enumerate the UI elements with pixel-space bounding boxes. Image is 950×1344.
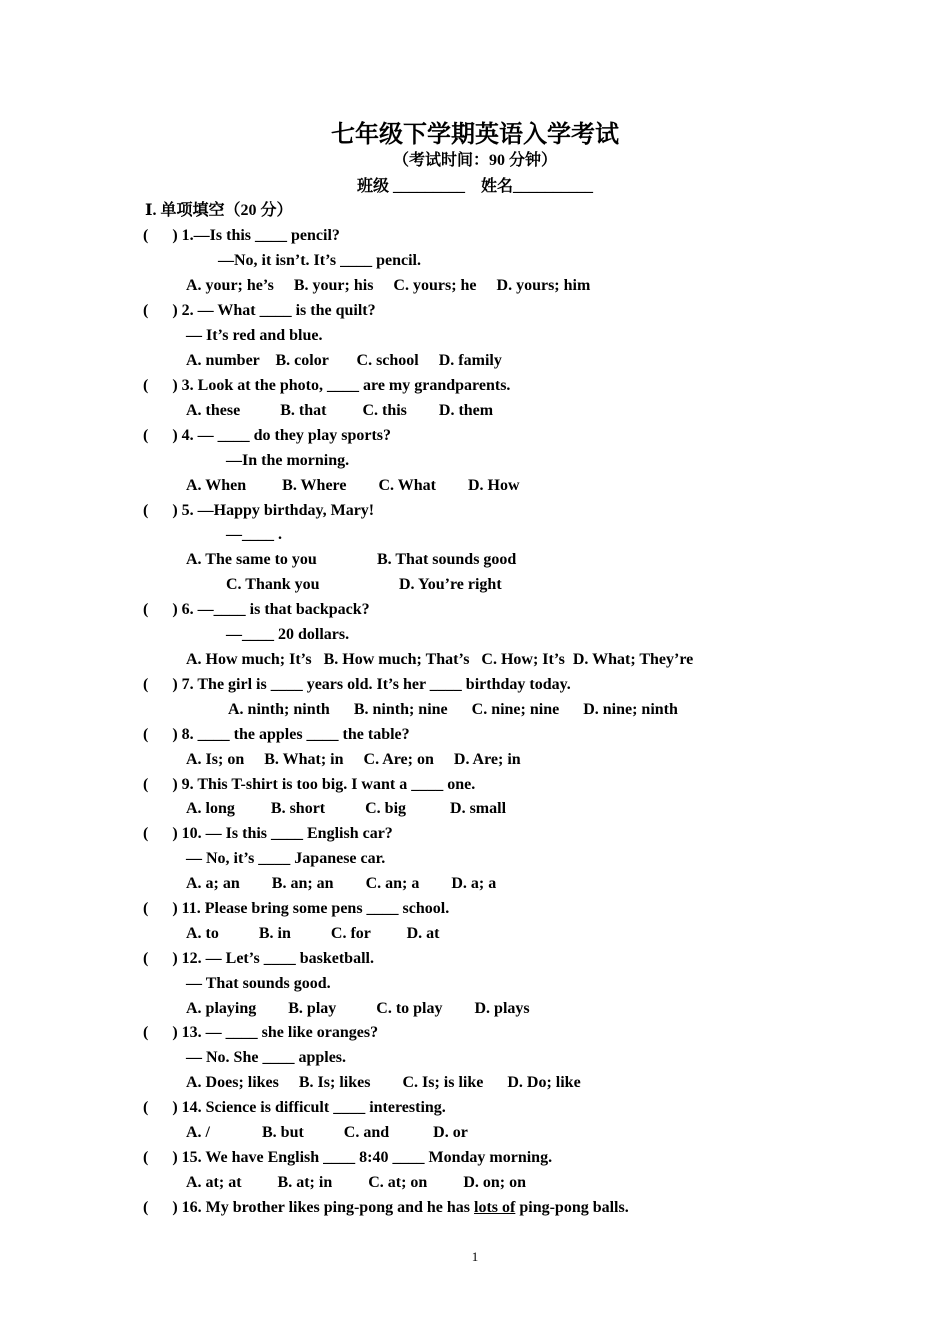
exam-duration: （考试时间：90 分钟） xyxy=(392,152,557,169)
question-4-stem: ( ) 4. — ____ do they play sports? xyxy=(143,427,392,444)
question-6-stem: ( ) 6. —____ is that backpack? xyxy=(143,601,370,618)
question-10-options: A. a; an B. an; an C. an; a D. a; a xyxy=(186,875,497,892)
page-title: 七年级下学期英语入学考试 xyxy=(331,122,619,148)
question-13-stem: ( ) 13. — ____ she like oranges? xyxy=(143,1024,379,1041)
question-10-line: — No, it’s ____ Japanese car. xyxy=(186,850,386,867)
question-12-options: A. playing B. play C. to play D. plays xyxy=(186,1000,530,1017)
question-8-options: A. Is; on B. What; in C. Are; on D. Are; in xyxy=(186,751,521,768)
page-number: 1 xyxy=(471,1249,479,1264)
question-12-stem: ( ) 12. — Let’s ____ basketball. xyxy=(143,950,374,967)
question-7-options: A. ninth; ninth B. ninth; nine C. nine; nine D. nine; ninth xyxy=(228,701,678,718)
question-3-stem: ( ) 3. Look at the photo, ____ are my grandparents. xyxy=(143,377,511,394)
class-name-line: 班级 _________ 姓名__________ xyxy=(356,178,593,195)
question-4-options: A. When B. Where C. What D. How xyxy=(186,477,520,494)
question-6-options: A. How much; It’s B. How much; That’s C. How; It’s D. What; They’re xyxy=(186,651,694,668)
question-3-options: A. these B. that C. this D. them xyxy=(186,402,494,419)
question-15-stem: ( ) 15. We have English ____ 8:40 ____ Monday morning. xyxy=(143,1149,553,1166)
section-title: Ⅰ. 单项填空（20 分） xyxy=(145,202,293,219)
question-13-line: — No. She ____ apples. xyxy=(186,1049,347,1066)
question-6-line: —____ 20 dollars. xyxy=(226,626,350,643)
question-8-stem: ( ) 8. ____ the apples ____ the table? xyxy=(143,726,410,743)
question-7-stem: ( ) 7. The girl is ____ years old. It’s her ____ birthday today. xyxy=(143,676,571,693)
question-10-stem: ( ) 10. — Is this ____ English car? xyxy=(143,825,393,842)
question-11-stem: ( ) 11. Please bring some pens ____ school. xyxy=(143,900,450,917)
question-2-stem: ( ) 2. — What ____ is the quilt? xyxy=(143,302,376,319)
question-4-line: —In the morning. xyxy=(226,452,350,469)
question-5-option-c: C. Thank you xyxy=(226,576,320,593)
question-15-options: A. at; at B. at; in C. at; on D. on; on xyxy=(186,1174,526,1191)
question-2-line: — It’s red and blue. xyxy=(186,327,323,344)
question-5-stem: ( ) 5. —Happy birthday, Mary! xyxy=(143,502,375,519)
question-5-option-a: A. The same to you xyxy=(186,551,317,568)
question-5-option-d: D. You’re right xyxy=(399,576,502,593)
question-16-underlined-phrase: lots of xyxy=(474,1199,516,1216)
question-13-options: A. Does; likes B. Is; likes C. Is; is like D. Do; like xyxy=(186,1074,581,1091)
question-14-options: A. / B. but C. and D. or xyxy=(186,1124,468,1141)
question-5-option-b: B. That sounds good xyxy=(377,551,517,568)
question-5-line: —____ . xyxy=(226,526,282,543)
question-14-stem: ( ) 14. Science is difficult ____ interesting. xyxy=(143,1099,446,1116)
question-16-stem xyxy=(143,1197,629,1219)
question-2-options: A. number B. color C. school D. family xyxy=(186,352,502,369)
question-9-stem: ( ) 9. This T-shirt is too big. I want a ____ one. xyxy=(143,776,476,793)
question-9-options: A. long B. short C. big D. small xyxy=(186,800,507,817)
question-1-line: —No, it isn’t. It’s ____ pencil. xyxy=(218,252,421,269)
question-11-options: A. to B. in C. for D. at xyxy=(186,925,440,942)
question-1-stem: ( ) 1.—Is this ____ pencil? xyxy=(143,227,340,244)
question-12-line: — That sounds good. xyxy=(186,975,331,992)
question-16-stem-end: ping-pong balls. xyxy=(515,1199,629,1216)
question-16-stem-start: ( ) 16. My brother likes ping-pong and he has xyxy=(143,1199,475,1216)
question-1-options: A. your; he’s B. your; his C. yours; he D. yours; him xyxy=(186,277,591,294)
